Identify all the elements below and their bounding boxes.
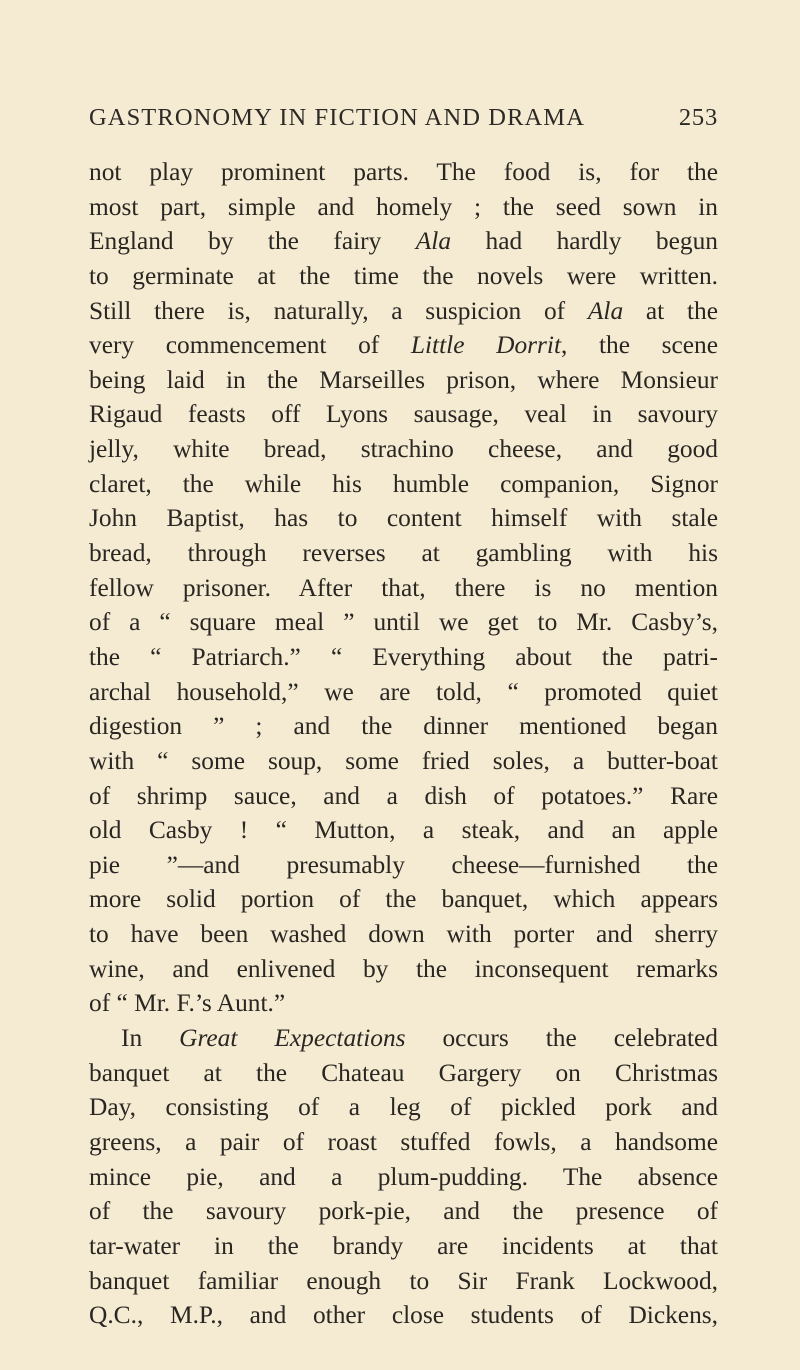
text-line <box>89 744 718 779</box>
text-line <box>89 986 718 1021</box>
text-segment: jelly, white bread, strachino cheese, and good <box>89 435 718 464</box>
text-segment: Q.C., M.P., and other close students of Dickens, <box>89 1301 718 1330</box>
text-line <box>89 882 718 917</box>
text-line <box>89 571 718 606</box>
text-line <box>89 467 718 502</box>
text-line <box>89 1194 718 1229</box>
text-line <box>89 224 718 259</box>
text-segment: of “ Mr. F.’s Aunt.” <box>89 989 286 1018</box>
text-segment: not play prominent parts. The food is, for the <box>89 158 718 186</box>
text-segment: very commencement of <box>89 331 411 360</box>
text-line <box>89 1229 718 1264</box>
text-line <box>89 952 718 987</box>
text-segment: the “ Patriarch.” “ Everything about the patri- <box>89 642 718 671</box>
text-line <box>89 709 718 744</box>
text-line <box>89 190 718 225</box>
text-segment: pie ”—and presumably cheese—furnished the <box>89 850 718 879</box>
text-line <box>89 917 718 952</box>
text-line <box>89 501 718 536</box>
text-line <box>89 605 718 640</box>
text-segment: more solid portion of the banquet, which appears <box>89 885 718 914</box>
text-segment: occurs the celebrated <box>405 1024 718 1053</box>
text-segment: In <box>121 1024 180 1053</box>
text-segment: Rigaud feasts off Lyons sausage, veal in savoury <box>89 400 718 429</box>
text-line <box>89 1264 718 1299</box>
body-text <box>89 155 718 1333</box>
italic-title: Ala <box>587 296 624 325</box>
text-segment: at the <box>623 296 718 325</box>
text-segment: most part, simple and homely ; the seed sown in <box>89 192 718 221</box>
text-line <box>89 640 718 675</box>
text-segment: to germinate at the time the novels were written. <box>89 261 718 290</box>
text-segment: to have been washed down with porter and sherry <box>89 920 718 949</box>
text-line <box>89 1125 718 1160</box>
text-line <box>89 432 718 467</box>
italic-title: Great Expectations <box>179 1024 406 1053</box>
text-segment: , the scene <box>561 331 719 360</box>
text-line <box>89 848 718 883</box>
text-segment: archal household,” we are told, “ promoted quiet <box>89 677 718 706</box>
text-line <box>89 813 718 848</box>
text-segment: Day, consisting of a leg of pickled pork and <box>89 1093 718 1122</box>
text-segment: with “ some soup, some fried soles, a butter-boat <box>89 746 718 775</box>
text-line <box>89 779 718 814</box>
text-segment: of the savoury pork-pie, and the presence of <box>89 1197 718 1226</box>
text-segment: John Baptist, has to content himself with stale <box>89 504 718 533</box>
text-segment: of a “ square meal ” until we get to Mr. Casby’s, <box>89 608 718 637</box>
text-segment: banquet familiar enough to Sir Frank Lockwood, <box>89 1266 718 1295</box>
text-line <box>89 363 718 398</box>
text-line <box>89 294 718 329</box>
text-line <box>89 397 718 432</box>
text-line <box>89 1090 718 1125</box>
text-segment: greens, a pair of roast stuffed fowls, a handsome <box>89 1127 718 1156</box>
text-line <box>89 155 718 190</box>
text-segment: bread, through reverses at gambling with his <box>89 539 718 568</box>
text-segment: being laid in the Marseilles prison, where Monsieur <box>89 365 718 394</box>
text-segment: banquet at the Chateau Gargery on Christmas <box>89 1058 718 1087</box>
text-segment: mince pie, and a plum-pudding. The absence <box>89 1162 718 1191</box>
running-head <box>89 103 718 133</box>
text-line <box>89 1056 718 1091</box>
page-number: 253 <box>678 104 718 131</box>
text-segment: wine, and enlivened by the inconsequent remarks <box>89 954 718 983</box>
text-line <box>89 259 718 294</box>
text-line <box>89 328 718 363</box>
italic-title: Little Dorrit <box>410 331 562 360</box>
running-head-title: GASTRONOMY IN FICTION AND DRAMA <box>89 104 585 131</box>
text-line <box>89 536 718 571</box>
text-segment: Still there is, naturally, a suspicion of <box>89 296 588 325</box>
text-line <box>89 1160 718 1195</box>
text-segment: tar-water in the brandy are incidents at that <box>89 1231 718 1260</box>
text-segment: had hardly begun <box>451 227 718 256</box>
text-line <box>89 1298 718 1333</box>
text-line <box>89 675 718 710</box>
text-segment: fellow prisoner. After that, there is no mention <box>89 573 718 602</box>
text-segment: England by the fairy <box>89 227 416 256</box>
text-segment: of shrimp sauce, and a dish of potatoes.” Rare <box>89 781 718 810</box>
text-segment: digestion ” ; and the dinner mentioned began <box>89 712 718 741</box>
text-segment: claret, the while his humble companion, Signor <box>89 469 718 498</box>
text-segment: old Casby ! “ Mutton, a steak, and an apple <box>89 816 718 845</box>
text-line <box>89 1021 718 1056</box>
italic-title: Ala <box>415 227 452 256</box>
